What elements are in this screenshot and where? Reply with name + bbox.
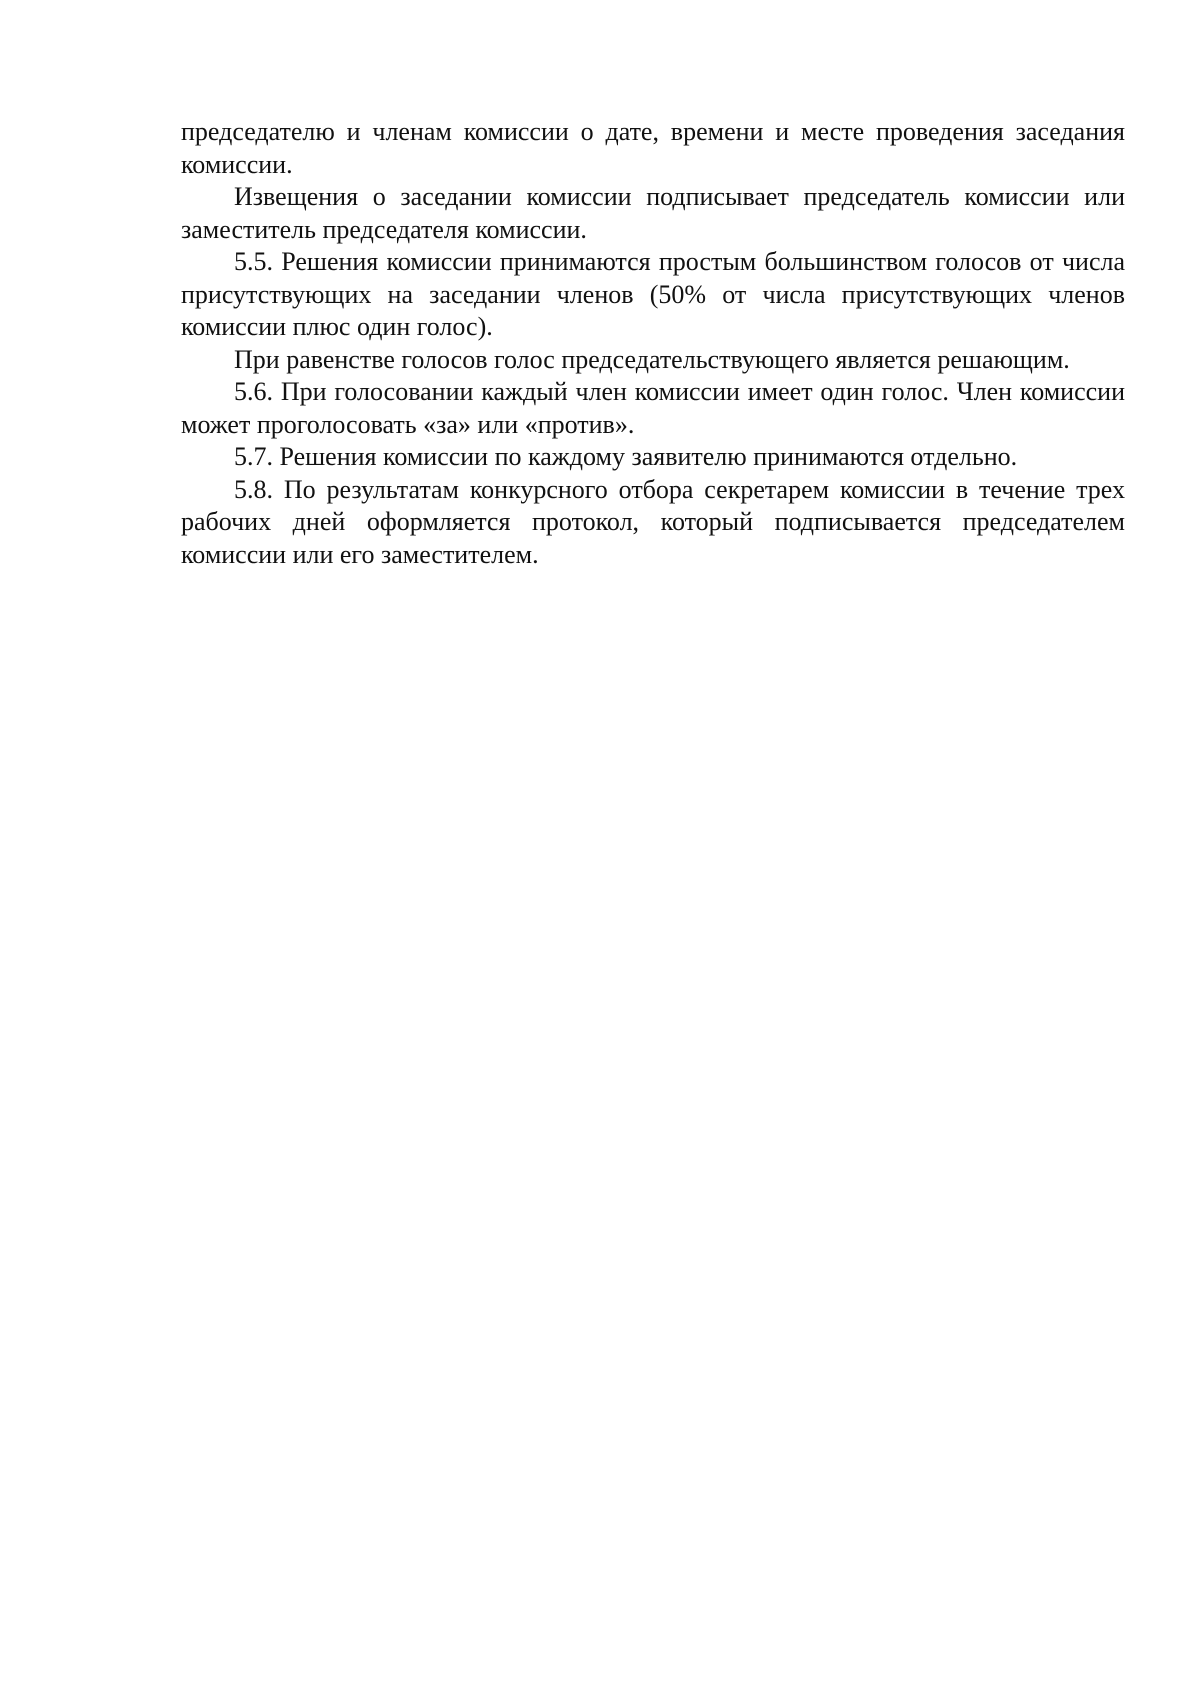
paragraph-notice-signing: Извещения о заседании комиссии подписывает председатель комиссии или заместитель председателя комиссии.: [181, 182, 1125, 244]
paragraph-section-5-5: 5.5. Решения комиссии принимаются простым большинством голосов от числа присутствующих на заседании членов (50% от числа присутствующих членов комиссии плюс один голос).: [181, 247, 1125, 341]
paragraph-notification-recipients: председателю и членам комиссии о дате, времени и месте проведения заседания комиссии.: [181, 117, 1125, 179]
paragraph-section-5-7: 5.7. Решения комиссии по каждому заявителю принимаются отдельно.: [234, 442, 1018, 471]
paragraph-section-5-6: 5.6. При голосовании каждый член комиссии имеет один голос. Член комиссии может проголосовать «за» или «против».: [181, 377, 1125, 439]
paragraph-section-5-8: 5.8. По результатам конкурсного отбора секретарем комиссии в течение трех рабочих дней оформляется протокол, который подписывается председателем комиссии или его заместителем.: [181, 474, 1125, 569]
paragraph-tie-vote: При равенстве голосов голос председательствующего является решающим.: [234, 344, 1070, 374]
document-body: [181, 116, 1125, 571]
